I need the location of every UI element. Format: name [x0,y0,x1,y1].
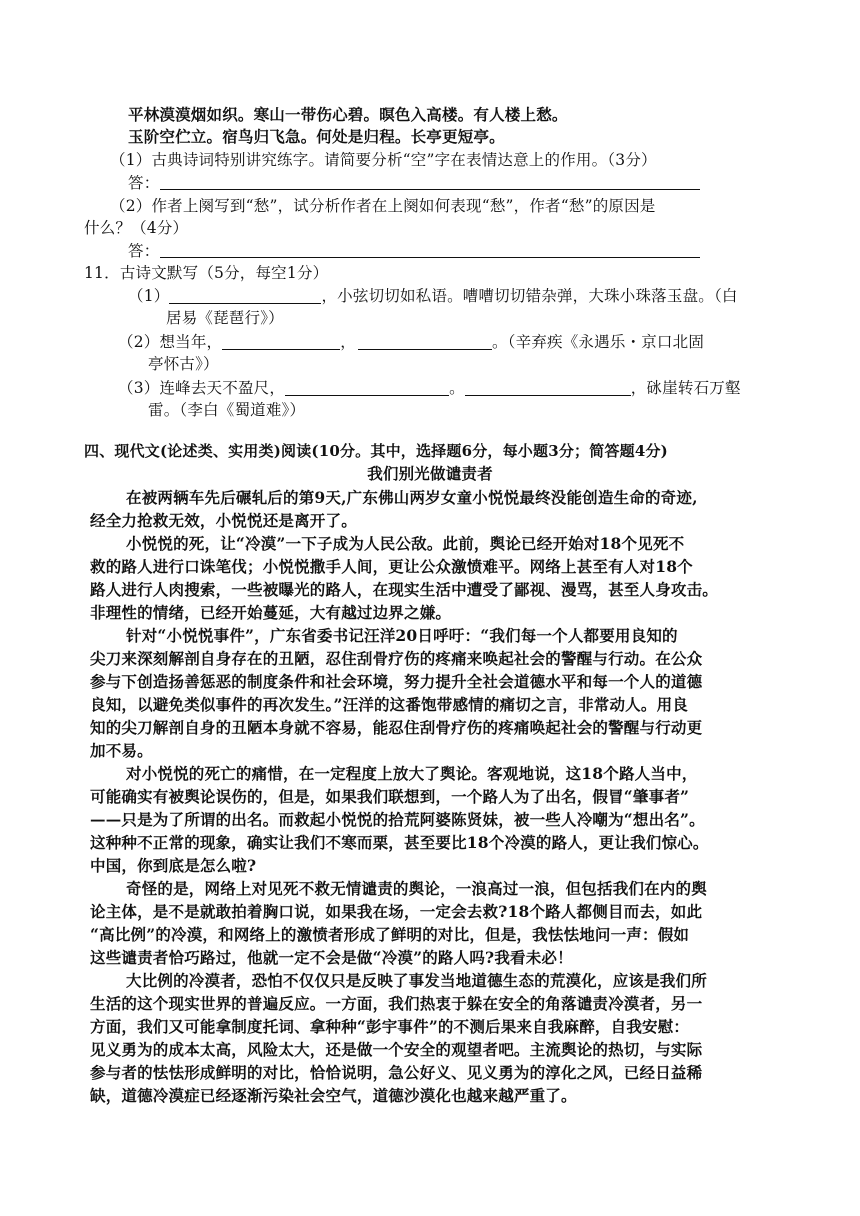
article-line: 经全力抢救无效，小悦悦还是离开了。 [90,511,357,530]
q11-item-2-cont: 亭怀古》） [148,355,219,373]
answer-line-1[interactable] [160,189,700,190]
article-line: 参与下创造扬善惩恶的制度条件和社会环境，努力提升全社会道德水平和每一个人的道德 [90,672,703,691]
article-line: 知的尖刀解剖自身的丑陋本身就不容易，能忍住刮骨疗伤的疼痛唤起社会的警醒与行动更 [90,718,703,737]
article-line: 大比例的冷漠者，恐怕不仅仅只是反映了事发当地道德生态的荒漠化，应该是我们所 [126,971,707,990]
article-line: 可能确实有被舆论误伤的，但是，如果我们联想到，一个路人为了出名，假冒“肇事者” [90,787,690,806]
answer-line-2[interactable] [160,257,700,258]
article-line: 中国，你到底是怎么啦? [90,856,257,875]
article-line: 这些谴责者恰巧路过，他就一定不会是做“冷漠”的路人吗?我看未必！ [90,948,573,967]
q11-blank-1[interactable] [169,287,321,304]
article-line: “高比例”的冷漠，和网络上的激愤者形成了鲜明的对比，但是，我怯怯地问一声：假如 [90,925,690,944]
q11-blank-2[interactable] [222,333,340,350]
article-line: 小悦悦的死，让“冷漠”一下子成为人民公敌。此前，舆论已经开始对18个见死不 [126,534,685,553]
question-11-title: 11．古诗文默写（5分，每空1分） [84,264,329,282]
article-line: 奇怪的是，网络上对见死不救无情谴责的舆论，一浪高过一浪，但包括我们在内的舆 [126,879,707,898]
section-4-heading: 四、现代文(论述类、实用类)阅读(10分。其中，选择题6分，每小题3分；简答题4分) [84,442,668,460]
q11-item-1 [128,285,738,307]
question-2-line-b: 什么？（4分） [84,219,189,237]
article-line: 生活的这个现实世界的普遍反应。一方面，我们热衷于躲在安全的角落谴责冷漠者，另一 [90,994,703,1013]
article-line: 见义勇为的成本太高，风险太大，还是做一个安全的观望者吧。主流舆论的热切，与实际 [90,1040,703,1059]
article-line: 论主体，是不是就敢拍着胸口说，如果我在场，一定会去救?18个路人都侧目而去，如此 [90,902,703,921]
article-line: 良知，以避免类似事件的再次发生。”汪洋的这番饱带感情的痛切之言，非常动人。用良 [90,695,688,714]
article-line: ——只是为了所谓的出名。而救起小悦悦的拾荒阿婆陈贤妹，被一些人冷嘲为“想出名”。 [90,810,705,829]
question-2-line-a: （2）作者上阕写到“愁”，试分析作者在上阕如何表现“愁”，作者“愁”的原因是 [110,197,656,215]
question-1: （1）古典诗词特别讲究练字。请简要分析“空”字在表情达意上的作用。（3分） [110,151,657,169]
q11-blank-3[interactable] [358,333,492,350]
q11-item-1-prefix: （1） [128,287,170,305]
poem-line-2: 玉阶空伫立。宿鸟归飞急。何处是归程。长亭更短亭。 [128,127,505,146]
q11-item-2-end: 。（辛弃疾《永遇乐・京口北固 [491,333,705,351]
article-line: 参与者的怯怯形成鲜明的对比，恰恰说明，急公好义、见义勇为的淳化之风，已经日益稀 [90,1063,703,1082]
article-line: 路人进行人肉搜索，一些被曝光的路人，在现实生活中遭受了鄙视、漫骂，甚至人身攻击。 [90,580,719,599]
article-line: 针对“小悦悦事件”，广东省委书记汪洋20日呼吁：“我们每一个人都要用良知的 [126,626,678,645]
article-line: 救的路人进行口诛笔伐；小悦悦撒手人间，更让公众激愤难平。网络上甚至有人对18个 [90,557,693,576]
article-title: 我们别光做谴责者 [367,464,493,483]
q11-item-1-text: ，小弦切切如私语。嘈嘈切切错杂弹，大珠小珠落玉盘。（白 [321,287,738,305]
q11-item-3-end: ，砯崖转石万壑 [630,379,741,397]
q11-item-3-mid: 。 [449,379,465,397]
article-line: 方面，我们又可能拿制度托词、拿种种“彭宇事件”的不测后果来自我麻醉，自我安慰： [90,1017,690,1036]
article-line: 缺，道德冷漠症已经逐渐污染社会空气，道德沙漠化也越来越严重了。 [90,1086,577,1105]
answer-label-2: 答： [128,242,160,260]
q11-item-3-cont: 雷。（李白《蜀道难》） [148,401,306,419]
q11-item-2-mid: ， [340,333,356,351]
article-line: 加不易。 [90,741,153,760]
q11-item-2-prefix: （2）想当年， [118,333,223,351]
article-line: 对小悦悦的死亡的痛惜，在一定程度上放大了舆论。客观地说，这18个路人当中， [126,764,698,783]
poem-line-1: 平林漠漠烟如织。寒山一带伤心碧。暝色入高楼。有人楼上愁。 [128,105,568,124]
q11-item-3 [118,377,741,399]
q11-item-1-cont: 居易《琵琶行》） [166,309,284,327]
answer-label-1: 答： [128,174,160,192]
q11-item-3-prefix: （3）连峰去天不盈尺， [118,379,286,397]
q11-item-2 [118,331,704,353]
q11-blank-5[interactable] [465,379,631,396]
article-line: 非理性的情绪，已经开始蔓延，大有越过边界之嫌。 [90,603,452,622]
article-line: 尖刀来深刻解剖自身存在的丑陋，忍住刮骨疗伤的疼痛来唤起社会的警醒与行动。在公众 [90,649,703,668]
q11-blank-4[interactable] [285,379,449,396]
article-line: 这种种不正常的现象，确实让我们不寒而栗，甚至要比18个冷漠的路人，更让我们惊心。 [90,833,709,852]
article-line: 在被两辆车先后碾轧后的第9天,广东佛山两岁女童小悦悦最终没能创造生命的奇迹, [126,488,698,507]
